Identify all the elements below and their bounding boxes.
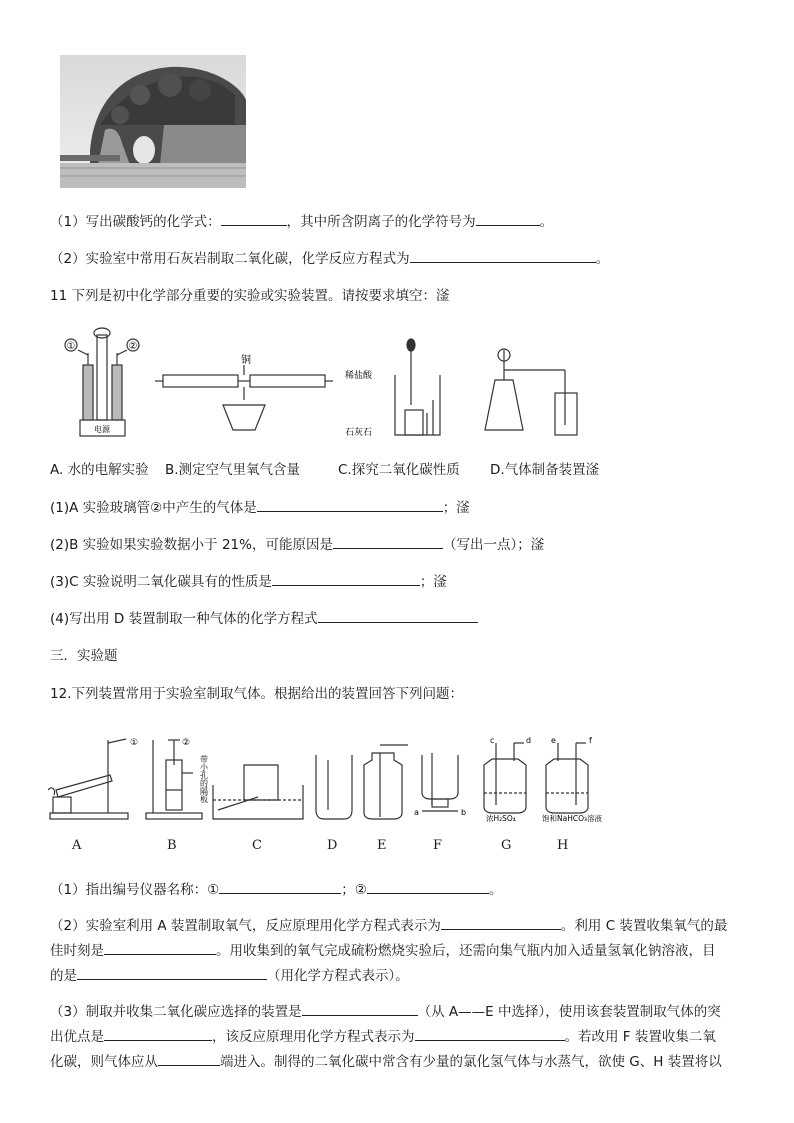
answer-blank[interactable] [272,571,420,586]
answer-blank[interactable] [104,1026,212,1041]
answer-blank[interactable] [219,879,341,894]
apparatus-f [422,753,458,811]
q12-part3-text-2b: ，该反应原理用化学方程式表示为 [212,1029,415,1045]
q11-sub1 [50,497,470,518]
q10-sub1-text-a: （1）写出碳酸钙的化学式： [50,214,221,230]
g-liquid-label: 浓H₂SO₄ [486,814,516,823]
apparatus-letter-h: H [557,838,569,853]
caption-a: A. 水的电解实验 [50,462,149,478]
apparatus-letter-g: G [501,838,512,853]
apparatus-e [364,745,408,819]
label-n2: ② [181,738,191,748]
q11-sub1-text: (1)A 实验玻璃管②中产生的气体是 [50,500,257,516]
syringe-apparatus [155,365,333,430]
q11-sub1-tail: ；滏 [442,500,470,516]
q12-part3-text-2c: 。若改用 F 装置收集二氧 [564,1029,716,1045]
apparatus-h [546,743,588,813]
q12-part2-text-2a: 佳时刻是 [50,943,104,959]
answer-blank[interactable] [77,965,267,980]
q12-part1-text-b: ；② [341,882,367,898]
apparatus-letter-f: F [433,838,443,853]
co2-beaker-apparatus [395,339,440,435]
port-d: d [526,736,532,745]
q12-part2-text-2b: 。用收集到的氧气完成硫粉燃烧实验后，还需向集气瓶内加入适量氢氧化钠溶液，目 [216,943,716,959]
gas-generation-apparatus [485,349,577,435]
copper-label: 铜 [241,355,251,366]
q11-sub2-text: (2)B 实验如果实验数据小于 21%，可能原因是 [50,537,333,553]
h-liquid-label: 饱和NaHCO₃溶液 [542,814,602,823]
q10-sub1 [50,211,553,232]
q12-part3-text-3a: 化碳，则气体应从 [50,1054,158,1070]
section-heading: 三．实验题 [50,648,118,664]
q12-part2-text-3a: 的是 [50,968,77,984]
apparatus-c [213,765,303,819]
q10-sub1-text-b: ，其中所含阴离子的化学符号为 [286,214,476,230]
answer-blank[interactable] [318,608,478,623]
answer-blank[interactable] [415,1026,565,1041]
answer-blank[interactable] [476,211,540,226]
q12-part3-text-3b: 端进入。制得的二氧化碳中常含有少量的氯化氢气体与水蒸气，欲使 G、H 装置将以 [220,1054,722,1070]
port-c: c [490,736,495,745]
label-2: ② [128,341,138,352]
q12-figure [48,735,608,825]
answer-blank[interactable] [257,497,443,512]
apparatus-b [146,740,202,819]
q10-sub2 [50,248,609,269]
label-n1: ① [129,738,139,748]
apparatus-letter-a: A [72,838,82,853]
answer-blank[interactable] [367,879,489,894]
b-note: 带小孔的隔板 [199,755,209,803]
q11-stem: 11 下列是初中化学部分重要的实验或实验装置。请按要求填空：滏 [50,288,450,304]
q12-part3-text-2a: 出优点是 [50,1029,104,1045]
q11-sub3-tail: ；滏 [419,574,447,590]
q12-part1-text-c: 。 [488,882,503,898]
q11-sub2 [50,534,544,555]
power-label: 电源 [94,425,110,434]
q12-part3-text-1b: （从 A——E 中选择），使用该套装置制取气体的突 [417,1004,721,1020]
answer-blank[interactable] [410,248,596,263]
q12-part3-text-1a: （3）制取并收集二氧化碳应选择的装置是 [50,1004,302,1020]
elephant-hill-photo [60,55,246,188]
q12-part2-text-3b: （用化学方程式表示）。 [267,968,409,984]
apparatus-letter-b: B [167,838,177,853]
port-a: a [414,808,419,817]
q10-sub2-text-a: （2）实验室中常用石灰岩制取二氧化碳，化学反应方程式为 [50,251,410,267]
apparatus-letter-d: D [327,838,338,853]
q12-part2 [50,914,750,989]
answer-blank[interactable] [221,211,287,226]
q10-sub2-text-b: 。 [595,251,610,267]
answer-blank[interactable] [333,534,443,549]
answer-blank[interactable] [104,940,216,955]
answer-blank[interactable] [302,1001,418,1016]
q11-figure [55,325,595,445]
apparatus-d [316,755,352,819]
port-f: f [589,736,592,745]
acid-label: 稀盐酸 [345,371,373,381]
answer-blank[interactable] [441,915,561,930]
caption-d: D.气体制备装置滏 [490,462,600,478]
caption-b: B.测定空气里氧气含量 [165,462,301,478]
port-e: e [551,736,556,745]
port-b: b [461,808,467,817]
q10-sub1-text-c: 。 [539,214,554,230]
apparatus-g [484,743,526,813]
q11-sub2-tail: （写出一点）；滏 [442,537,545,553]
caption-c: C.探究二氧化碳性质 [338,462,460,478]
q12-part2-text-1a: （2）实验室利用 A 装置制取氧气，反应原理用化学方程式表示为 [50,918,441,934]
q11-sub3-text: (3)C 实验说明二氧化碳具有的性质是 [50,574,272,590]
apparatus-a [48,739,128,819]
q12-part1 [50,879,502,900]
q12-part1-text-a: （1）指出编号仪器名称：① [50,882,220,898]
apparatus-letter-e: E [377,838,387,853]
q12-stem: 12.下列装置常用于实验室制取气体。根据给出的装置回答下列问题： [50,686,463,702]
answer-blank[interactable] [158,1051,220,1066]
q11-sub4 [50,608,478,629]
label-1: ① [66,341,76,352]
q11-sub3 [50,571,447,592]
q11-sub4-text: (4)写出用 D 装置制取一种气体的化学方程式 [50,611,318,627]
apparatus-letter-c: C [252,838,262,853]
q12-part2-text-1b: 。利用 C 装置收集氧气的最 [560,918,728,934]
q12-part3 [50,1000,750,1075]
limestone-label: 石灰石 [345,428,373,438]
